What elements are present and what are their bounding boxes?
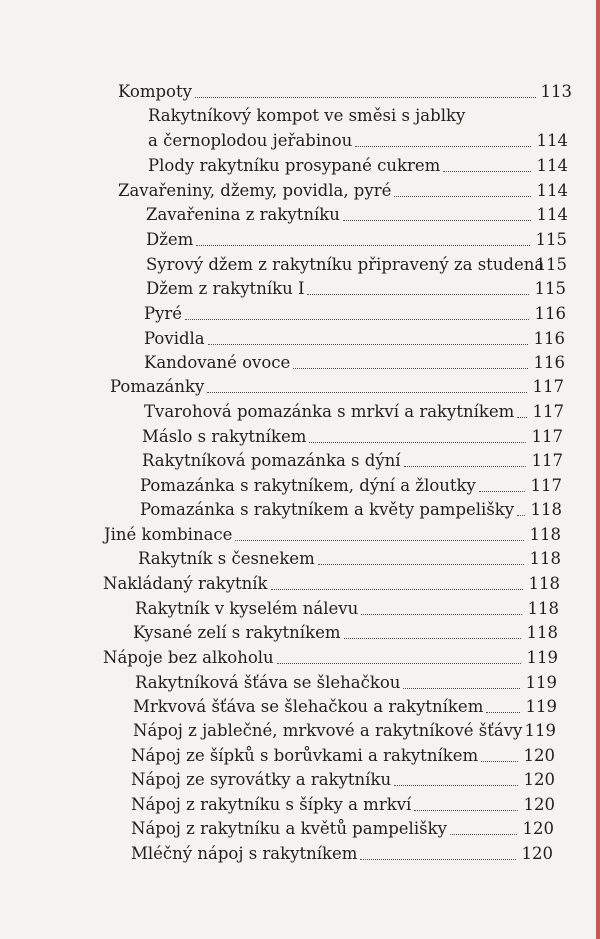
toc-page-number: 119 (526, 648, 558, 667)
toc-entry (0, 647, 600, 669)
toc-entry (0, 450, 600, 472)
toc-entry (0, 352, 600, 374)
toc-entry (0, 548, 600, 570)
toc-entry (0, 672, 600, 694)
toc-leader-dots (414, 810, 518, 811)
toc-entry (0, 105, 600, 127)
toc-entry-title: Syrový džem z rakytníku připravený za studena (146, 255, 545, 274)
toc-entry-title: Rakytník v kyselém nálevu (135, 599, 359, 618)
toc-entry (0, 598, 600, 620)
toc-leader-dots (293, 368, 528, 369)
toc-entry (0, 843, 600, 865)
toc-entry-title: a černoplodou jeřabinou (148, 131, 353, 150)
toc-leader-dots (404, 466, 526, 467)
toc-entry-title: Rakytníková šťáva se šlehačkou (135, 673, 401, 692)
toc-leader-dots (185, 319, 529, 320)
toc-entry-title: Džem (146, 230, 194, 249)
toc-leader-dots (195, 97, 536, 98)
toc-leader-dots (235, 540, 524, 541)
toc-entry-title: Džem z rakytníku I (146, 279, 305, 298)
toc-entry (0, 303, 600, 325)
toc-entry-title: Tvarohová pomazánka s mrkví a rakytníkem (144, 402, 515, 421)
toc-page-number: 114 (536, 181, 568, 200)
toc-leader-dots (208, 344, 528, 345)
toc-entry (0, 475, 600, 497)
toc-entry-title: Zavařenina z rakytníku (146, 205, 340, 224)
toc-leader-dots (360, 859, 516, 860)
toc-entry-title: Rakytník s česnekem (138, 549, 315, 568)
toc-entry (0, 401, 600, 423)
toc-entry-title: Nápoj z rakytníku a květů pampelišky (131, 819, 447, 838)
toc-entry (0, 180, 600, 202)
toc-leader-dots (318, 564, 524, 565)
toc-entry-title: Nápoj ze šípků s borůvkami a rakytníkem (131, 746, 479, 765)
toc-entry (0, 130, 600, 152)
toc-entry-title: Nápoj z jablečné, mrkvové a rakytníkové šťávy (133, 721, 523, 740)
toc-page-number: 118 (529, 549, 561, 568)
toc-leader-dots (517, 515, 525, 516)
toc-entry-title: Kompoty (118, 82, 192, 101)
toc-page-number: 113 (540, 82, 572, 101)
toc-leader-dots (481, 761, 518, 762)
toc-leader-dots (361, 614, 522, 615)
toc-page-number: 115 (535, 255, 567, 274)
toc-page-number: 120 (523, 746, 555, 765)
toc-page-number: 120 (523, 770, 555, 789)
toc-entry (0, 328, 600, 350)
toc-entry (0, 524, 600, 546)
toc-leader-dots (196, 245, 530, 246)
toc-entry (0, 254, 600, 276)
toc-page-number: 118 (528, 574, 560, 593)
toc-entry-title: Rakytníková pomazánka s dýní (142, 451, 401, 470)
toc-entry-title: Kandované ovoce (144, 353, 291, 372)
toc-page-number: 116 (534, 304, 566, 323)
toc-entry (0, 818, 600, 840)
toc-entry-title: Mrkvová šťáva se šlehačkou a rakytníkem (133, 697, 484, 716)
toc-leader-dots (309, 442, 526, 443)
toc-leader-dots (450, 834, 517, 835)
toc-entry-title: Nápoj z rakytníku s šípky a mrkví (131, 795, 412, 814)
toc-entry-title: Zavařeniny, džemy, povidla, pyré (118, 181, 392, 200)
toc-page-number: 118 (529, 525, 561, 544)
toc-page-number: 117 (531, 451, 563, 470)
toc-entry-title: Plody rakytníku prosypané cukrem (148, 156, 441, 175)
toc-leader-dots (277, 663, 521, 664)
toc-entry (0, 696, 600, 718)
toc-entry-title: Nápoje bez alkoholu (103, 648, 274, 667)
toc-entry-title: Nápoj ze syrovátky a rakytníku (131, 770, 392, 789)
toc-leader-dots (343, 220, 531, 221)
toc-leader-dots (403, 688, 520, 689)
toc-entry (0, 720, 600, 742)
page-edge (596, 0, 600, 939)
toc-entry (0, 745, 600, 767)
toc-page-number: 119 (525, 673, 557, 692)
toc-entry-title: Nakládaný rakytník (103, 574, 268, 593)
toc-page-number: 117 (532, 377, 564, 396)
toc-page-number: 114 (536, 205, 568, 224)
toc-entry-title: Pomazánka s rakytníkem, dýní a žloutky (140, 476, 476, 495)
toc-leader-dots (517, 417, 527, 418)
toc-page-number: 117 (530, 476, 562, 495)
toc-page-number: 120 (521, 844, 553, 863)
toc-page-number: 118 (526, 623, 558, 642)
toc-leader-dots (479, 491, 525, 492)
toc-page-number: 120 (523, 795, 555, 814)
toc-leader-dots (486, 712, 520, 713)
toc-page-number: 116 (533, 329, 565, 348)
toc-leader-dots (307, 294, 529, 295)
toc-entry-title: Rakytníkový kompot ve směsi s jablky (148, 106, 466, 125)
toc-entry (0, 229, 600, 251)
toc-entry-title: Mléčný nápoj s rakytníkem (131, 844, 358, 863)
toc-entry-title: Povidla (144, 329, 205, 348)
toc-page-number: 114 (536, 156, 568, 175)
toc-leader-dots (443, 171, 531, 172)
toc-page-number: 117 (531, 427, 563, 446)
toc-entry-title: Pomazánky (110, 377, 205, 396)
toc-page-number: 119 (524, 721, 556, 740)
toc-entry-title: Jiné kombinace (104, 525, 233, 544)
toc-entry (0, 622, 600, 644)
toc-entry (0, 573, 600, 595)
toc-entry (0, 376, 600, 398)
toc-page-number: 114 (536, 131, 568, 150)
toc-entry-title: Máslo s rakytníkem (142, 427, 307, 446)
toc-entry (0, 426, 600, 448)
toc-leader-dots (344, 638, 522, 639)
toc-page-number: 115 (534, 279, 566, 298)
toc-leader-dots (394, 196, 531, 197)
toc-page-number: 119 (525, 697, 557, 716)
toc-entry (0, 155, 600, 177)
toc-page-number: 118 (527, 599, 559, 618)
toc-page-number: 117 (532, 402, 564, 421)
toc-page-number: 116 (533, 353, 565, 372)
toc-entry-title: Pomazánka s rakytníkem a květy pampelišky (140, 500, 515, 519)
toc-entry (0, 278, 600, 300)
toc-page-number: 115 (535, 230, 567, 249)
toc-leader-dots (394, 785, 518, 786)
toc-entry (0, 769, 600, 791)
toc-entry (0, 81, 600, 103)
toc-entry (0, 499, 600, 521)
toc-entry-title: Kysané zelí s rakytníkem (133, 623, 341, 642)
toc-leader-dots (207, 392, 527, 393)
toc-leader-dots (271, 589, 523, 590)
toc-leader-dots (355, 146, 531, 147)
toc-page-number: 120 (522, 819, 554, 838)
toc-entry-title: Pyré (144, 304, 183, 323)
toc-entry (0, 204, 600, 226)
toc-entry (0, 794, 600, 816)
toc-page-number: 118 (530, 500, 562, 519)
